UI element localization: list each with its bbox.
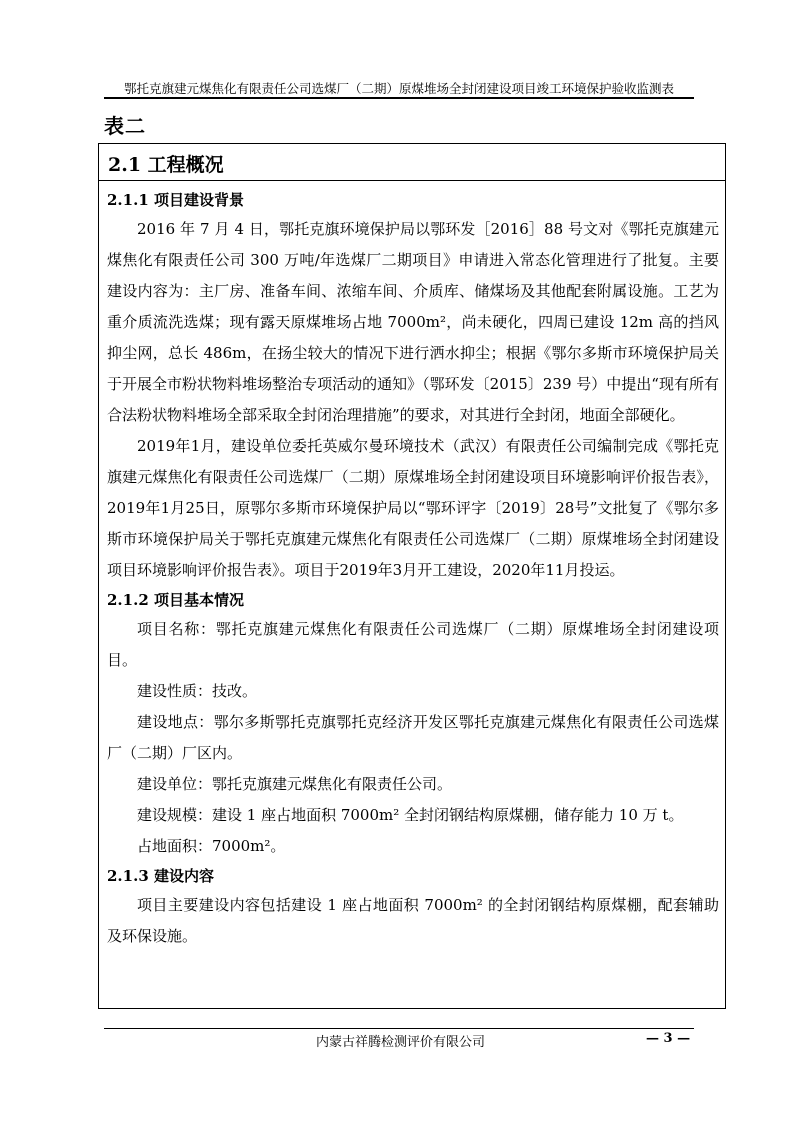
subsection-title-background: 2.1.1 项目建设背景 xyxy=(107,191,244,209)
construction-scale-paragraph: 建设规模：建设 1 座占地面积 7000m² 全封闭钢结构原煤棚，储存能力 10 万 t。 xyxy=(137,806,684,824)
footer-rule xyxy=(104,1028,694,1029)
background-paragraph-1: 2016 年 7 月 4 日，鄂托克旗环境保护局以鄂环发［2016］88 号文对《鄂托克旗建元煤焦化有限责任公司 300 万吨/年选煤厂二期项目》申请进入常态化管理进行了批复。主要建设内容为：主厂房、准备车间、浓缩车间、介质库、储煤场及其他配套附属设施。工艺为重介质流洗选煤；现有露天原煤堆场占地 7000m²，尚未硬化，四周已建设 12m 高的挡风抑尘网，总长 486m，在扬尘较大的情况下进行洒水抑尘；根据《鄂尔多斯市环境保护局关于开展全市粉状物料堆场整治专项活动的通知》（鄂环发〔2015〕239 号）中提出“现有所有合法粉状物料堆场全部采取全封闭治理措施”的要求，对其进行全封闭，地面全部硬化。 xyxy=(107,220,719,424)
subsection-title-basic-info: 2.1.2 项目基本情况 xyxy=(107,591,244,609)
project-name-paragraph: 项目名称：鄂托克旗建元煤焦化有限责任公司选煤厂（二期）原煤堆场全封闭建设项目。 xyxy=(107,620,719,669)
construction-unit-paragraph: 建设单位：鄂托克旗建元煤焦化有限责任公司。 xyxy=(137,775,453,793)
page-number: — 3 — xyxy=(646,1031,691,1046)
document-header-title: 鄂托克旗建元煤焦化有限责任公司选煤厂（二期）原煤堆场全封闭建设项目竣工环境保护验收监测表 xyxy=(123,81,674,96)
section-title-divider xyxy=(99,180,725,181)
background-paragraph-2: 2019年1月，建设单位委托英威尔曼环境技术（武汉）有限责任公司编制完成《鄂托克旗建元煤焦化有限责任公司选煤厂（二期）原煤堆场全封闭建设项目环境影响评价报告表》，2019年1月25日，原鄂尔多斯市环境保护局以“鄂环评字〔2019〕28号”文批复了《鄂尔多斯市环境保护局关于鄂托克旗建元煤焦化有限责任公司选煤厂（二期）原煤堆场全封闭建设项目环境影响评价报告表》。项目于2019年3月开工建设，2020年11月投运。 xyxy=(107,437,719,579)
table-label: 表二 xyxy=(104,114,146,138)
section-body xyxy=(107,186,719,952)
construction-location-paragraph: 建设地点：鄂尔多斯鄂托克旗鄂托克经济开发区鄂托克旗建元煤焦化有限责任公司选煤厂（二期）厂区内。 xyxy=(107,713,719,762)
footer-company: 内蒙古祥腾检测评价有限公司 xyxy=(316,1035,486,1050)
section-title: 2.1 工程概况 xyxy=(108,154,224,176)
land-area-paragraph: 占地面积：7000m²。 xyxy=(137,837,286,855)
construction-nature-paragraph: 建设性质：技改。 xyxy=(137,682,258,700)
construction-content-paragraph: 项目主要建设内容包括建设 1 座占地面积 7000m² 的全封闭钢结构原煤棚，配套辅助及环保设施。 xyxy=(107,896,719,945)
header-rule xyxy=(104,97,694,99)
subsection-title-construction-content: 2.1.3 建设内容 xyxy=(107,867,214,885)
